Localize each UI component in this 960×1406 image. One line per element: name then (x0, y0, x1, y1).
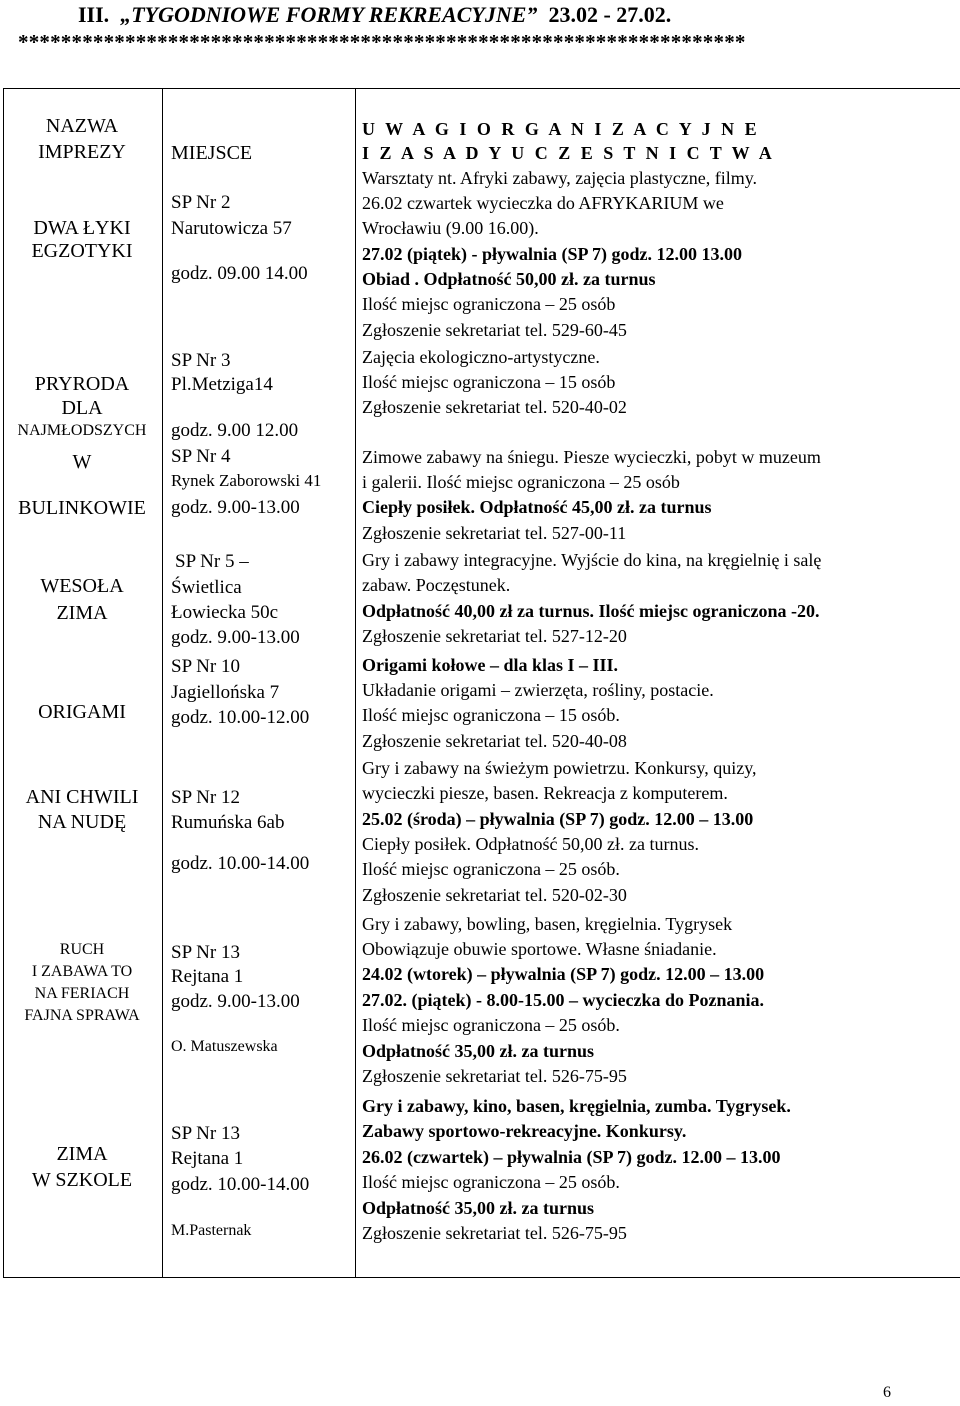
note-line: 27.02 (piątek) - pływalnia (SP 7) godz. 12.00 13.00 (362, 244, 743, 264)
place-leader: M.Pasternak (171, 1222, 252, 1239)
place-line: Pl.Metziga14 (171, 374, 273, 395)
note-line: 27.02. (piątek) - 8.00-15.00 – wycieczka do Poznania. (362, 990, 764, 1010)
note-line: 26.02 czwartek wycieczka do AFRYKARIUM we (362, 193, 724, 213)
note-line: Zgłoszenie sekretariat tel. 526-75-95 (362, 1223, 627, 1243)
note-line: wycieczki piesze, basen. Rekreacja z komputerem. (362, 783, 728, 803)
note-line: Zgłoszenie sekretariat tel. 527-00-11 (362, 523, 627, 543)
note-line: 26.02 (czwartek) – pływalnia (SP 7) godz. 12.00 – 13.00 (362, 1147, 781, 1167)
note-line: Gry i zabawy, bowling, basen, kręgielnia. Tygrysek (362, 914, 733, 934)
event-name: EGZOTYKI (31, 240, 133, 262)
note-line: zabaw. Poczęstunek. (362, 575, 511, 595)
note-line: Zgłoszenie sekretariat tel. 520-02-30 (362, 885, 627, 905)
event-name: RUCH (59, 941, 105, 958)
note-line: Origami kołowe – dla klas I – III. (362, 655, 619, 675)
note-line: Ciepły posiłek. Odpłatność 50,00 zł. za turnus. (362, 834, 699, 854)
star-divider: ******************************************************************** (18, 30, 746, 54)
places-column (163, 89, 356, 1278)
note-line: Zabawy sportowo-rekreacyjne. Konkursy. (362, 1121, 687, 1141)
program-table (3, 88, 960, 1278)
section-number: III. (78, 2, 110, 27)
note-line: Wrocławiu (9.00 16.00). (362, 218, 539, 238)
place-hours: godz. 9.00-13.00 (171, 497, 300, 518)
place-line: Rejtana 1 (171, 1148, 244, 1169)
place-line: SP Nr 12 (171, 787, 240, 808)
note-line: Ilość miejsc ograniczona – 15 osób (362, 372, 616, 392)
note-line: Zgłoszenie sekretariat tel. 527-12-20 (362, 626, 627, 646)
header-event-line-2: IMPREZY (38, 141, 126, 163)
place-hours: godz. 9.00-13.00 (171, 991, 300, 1012)
note-line: Gry i zabawy na świeżym powietrzu. Konkursy, quizy, (362, 758, 757, 778)
place-hours: godz. 9.00 12.00 (171, 420, 299, 441)
event-name: PRYRODA (34, 373, 130, 395)
events-column (4, 89, 163, 1278)
note-line: 24.02 (wtorek) – pływalnia (SP 7) godz. 12.00 – 13.00 (362, 964, 765, 984)
note-line: Gry i zabawy, kino, basen, kręgielnia, zumba. Tygrysek. (362, 1096, 791, 1116)
note-line: 25.02 (środa) – pływalnia (SP 7) godz. 12.00 – 13.00 (362, 809, 754, 829)
note-line: Ilość miejsc ograniczona – 25 osób. (362, 1172, 620, 1192)
event-name: ZIMA (56, 602, 108, 624)
note-line: Warsztaty nt. Afryki zabawy, zajęcia plastyczne, filmy. (362, 168, 758, 188)
event-name: FAJNA SPRAWA (24, 1007, 140, 1024)
note-line: Układanie origami – zwierzęta, rośliny, postacie. (362, 680, 714, 700)
place-line: SP Nr 3 (171, 350, 231, 371)
note-line: Ilość miejsc ograniczona – 25 osób. (362, 1015, 620, 1035)
place-hours: godz. 9.00-13.00 (171, 627, 300, 648)
event-name: DWA ŁYKI (33, 217, 131, 239)
place-line: Jagiellońska 7 (171, 682, 280, 703)
event-name: I ZABAWA TO (31, 963, 133, 980)
note-line: Odpłatność 35,00 zł. za turnus (362, 1041, 595, 1061)
note-line: Ilość miejsc ograniczona – 25 osób (362, 294, 616, 314)
event-name: NAJMŁODSZYCH (17, 422, 147, 439)
note-line: Zgłoszenie sekretariat tel. 520-40-08 (362, 731, 627, 751)
place-leader: O. Matuszewska (171, 1038, 278, 1055)
place-line: SP Nr 13 (171, 942, 240, 963)
note-line: Ilość miejsc ograniczona – 15 osób. (362, 705, 620, 725)
note-line: Zgłoszenie sekretariat tel. 526-75-95 (362, 1066, 627, 1086)
section-title: „TYGODNIOWE FORMY REKREACYJNE” (120, 2, 538, 27)
event-name: ORIGAMI (38, 701, 126, 723)
place-hours: godz. 10.00-12.00 (171, 707, 310, 728)
place-line: Rynek Zaborowski 41 (171, 471, 322, 490)
place-line: SP Nr 10 (171, 656, 240, 677)
note-line: Zgłoszenie sekretariat tel. 520-40-02 (362, 397, 627, 417)
event-name: W (72, 451, 92, 473)
event-name: BULINKOWIE (18, 497, 146, 519)
place-line: Świetlica (171, 577, 242, 598)
place-line: Rejtana 1 (171, 966, 244, 987)
note-line: Obiad . Odpłatność 50,00 zł. za turnus (362, 269, 656, 289)
note-line: Zimowe zabawy na śniegu. Piesze wycieczki, pobyt w muzeum (362, 447, 821, 467)
place-line: SP Nr 13 (171, 1123, 240, 1144)
event-name: ANI CHWILI (25, 786, 139, 808)
note-line: Gry i zabawy integracyjne. Wyjście do kina, na kręgielnię i salę (362, 550, 822, 570)
note-line: Zajęcia ekologiczno-artystyczne. (362, 347, 600, 367)
event-name: W SZKOLE (31, 1169, 133, 1191)
note-line: Ciepły posiłek. Odpłatność 45,00 zł. za turnus (362, 497, 712, 517)
note-line: Odpłatność 40,00 zł za turnus. Ilość miejsc ograniczona -20. (362, 601, 820, 621)
note-line: i galerii. Ilość miejsc ograniczona – 25 osób (362, 472, 680, 492)
header-notes-line-2: I Z A S A D Y U C Z E S T N I C T W A (362, 143, 775, 163)
place-line: Rumuńska 6ab (171, 812, 285, 833)
notes-column (356, 89, 960, 1278)
event-name: NA FERIACH (34, 985, 130, 1002)
event-name: DLA (61, 397, 103, 419)
header-event-line-1: NAZWA (45, 115, 119, 137)
place-hours: godz. 10.00-14.00 (171, 1174, 310, 1195)
place-hours: godz. 09.00 14.00 (171, 263, 308, 284)
event-name: ZIMA (56, 1143, 108, 1165)
place-hours: godz. 10.00-14.00 (171, 853, 310, 874)
note-line: Zgłoszenie sekretariat tel. 529-60-45 (362, 320, 627, 340)
place-line: SP Nr 2 (171, 192, 231, 213)
page-number: 6 (883, 1384, 891, 1401)
page-header (78, 2, 671, 28)
event-name: NA NUDĘ (37, 811, 127, 833)
place-line: SP Nr 4 (171, 446, 231, 467)
place-line: Łowiecka 50c (171, 602, 279, 623)
section-dates: 23.02 - 27.02. (548, 2, 672, 27)
place-line: SP Nr 5 – (175, 551, 249, 572)
place-line: Narutowicza 57 (171, 218, 292, 239)
header-place: MIEJSCE (171, 142, 253, 164)
note-line: Obowiązuje obuwie sportowe. Własne śniadanie. (362, 939, 717, 959)
event-name: WESOŁA (40, 575, 124, 597)
note-line: Odpłatność 35,00 zł. za turnus (362, 1198, 595, 1218)
note-line: Ilość miejsc ograniczona – 25 osób. (362, 859, 620, 879)
header-notes-line-1: U W A G I O R G A N I Z A C Y J N E (362, 119, 760, 139)
